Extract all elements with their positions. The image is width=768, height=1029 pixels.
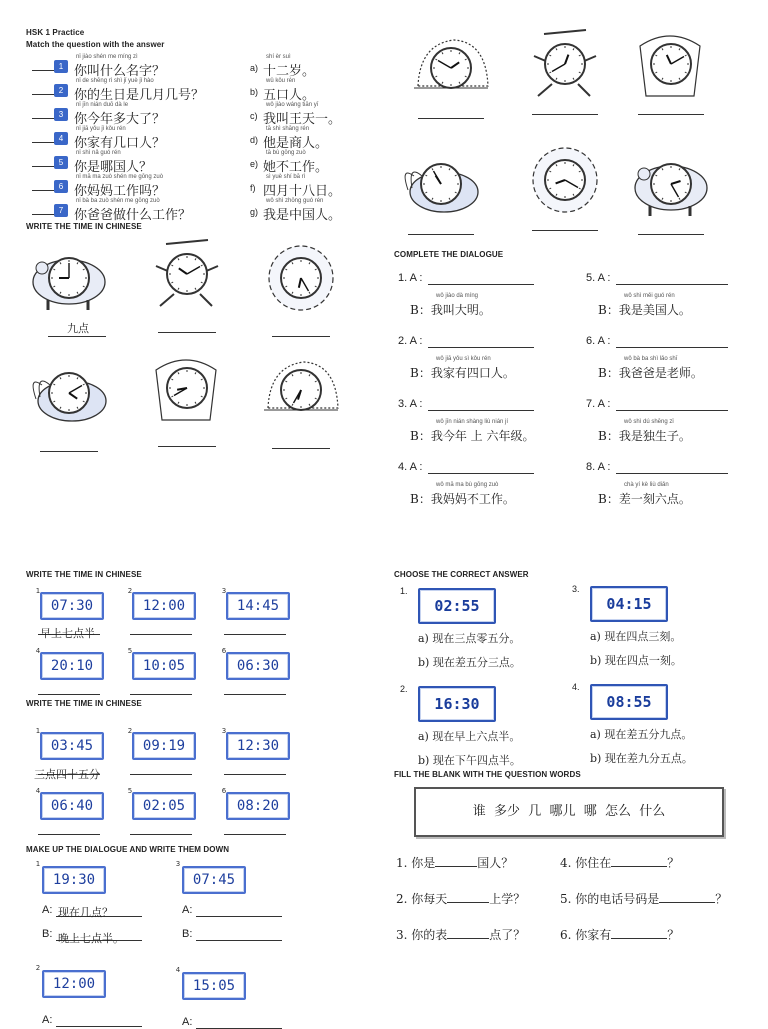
- fill-prefix: 5. 你的电话号码是: [560, 892, 660, 906]
- dialogue-a-label: 3. A :: [398, 398, 423, 410]
- question-number: 7: [54, 204, 68, 217]
- dialogue-b-text: B：我家有四口人。: [410, 366, 515, 380]
- write-answer-line[interactable]: [418, 118, 484, 119]
- analog-clock-illustration: [146, 236, 224, 308]
- write-answer-line[interactable]: [130, 634, 192, 635]
- clock-number-star: 5: [127, 647, 133, 655]
- match-header: Match the question with the answer: [26, 40, 165, 49]
- write-answer-line[interactable]: [272, 448, 330, 449]
- digital-clock: 06:30: [226, 652, 290, 680]
- question-text: 你家有几口人？: [74, 136, 166, 151]
- dialogue-a-blank[interactable]: [428, 347, 534, 348]
- write-answer-line[interactable]: [224, 694, 286, 695]
- fill-question: [396, 888, 525, 907]
- answer-text: 她不工作。: [263, 160, 329, 175]
- write-answer-line[interactable]: [130, 774, 192, 775]
- dialogue-a-blank[interactable]: [196, 916, 282, 917]
- digital-clock: 02:55: [418, 588, 496, 624]
- fill-suffix: ？: [667, 856, 680, 870]
- make-dialogue-header: MAKE UP THE DIALOGUE AND WRITE THEM DOWN: [26, 845, 230, 854]
- question-pinyin: nǐ jiā yǒu jǐ kǒu rén: [76, 126, 126, 132]
- question-text: 你爸爸做什么工作？: [74, 208, 192, 223]
- clock-number-star: 6: [221, 787, 227, 795]
- answer-pinyin: wǒ shì zhōng guó rén: [266, 198, 324, 204]
- write-answer-line[interactable]: [48, 336, 106, 337]
- answer-blank[interactable]: [32, 166, 54, 167]
- dialogue-a-label: A:: [42, 1014, 53, 1026]
- fill-prefix: 2. 你每天: [396, 892, 448, 906]
- answer-pinyin: shí èr suì: [266, 54, 291, 60]
- digital-clock: 12:00: [132, 592, 196, 620]
- fill-suffix: 国人？: [477, 856, 514, 870]
- dialogue-b-text: B：我是独生子。: [598, 429, 691, 443]
- example-b-text: 晚上七点半。: [58, 932, 124, 945]
- dialogue-b-pinyin: wǒ jīn nián shàng liù nián jí: [436, 419, 509, 425]
- digital-clock: 19:30: [42, 866, 106, 894]
- analog-clock-illustration: [400, 146, 478, 218]
- dialogue-a-label: 2. A :: [398, 335, 423, 347]
- write-time-header-3: WRITE THE TIME IN CHINESE: [26, 699, 142, 708]
- dialogue-b-pinyin: wǒ jiào dà míng: [436, 293, 479, 299]
- digital-answer-2: 三点四十五分: [34, 768, 100, 781]
- dialogue-a-label: 4. A :: [398, 461, 423, 473]
- write-answer-line[interactable]: [408, 234, 474, 235]
- write-time-header-2: WRITE THE TIME IN CHINESE: [26, 570, 142, 579]
- digital-answer-1: 早上七点半: [40, 627, 95, 640]
- question-text: 你是哪国人？: [74, 160, 153, 175]
- dialogue-a-blank[interactable]: [428, 473, 534, 474]
- clock-number-star: 1: [35, 587, 41, 595]
- answer-letter: d): [250, 135, 259, 145]
- fill-question: [396, 852, 513, 871]
- answer-blank[interactable]: [32, 142, 54, 143]
- digital-clock: 16:30: [418, 686, 496, 722]
- write-answer-line[interactable]: [224, 834, 286, 835]
- clock-number-star: 2: [127, 587, 133, 595]
- dialogue-a-label: A:: [42, 904, 53, 916]
- fill-prefix: 1. 你是: [396, 856, 436, 870]
- answer-text: 四月十八日。: [263, 184, 342, 199]
- answer-blank[interactable]: [32, 118, 54, 119]
- choice-number: 2.: [400, 684, 408, 694]
- answer-letter: f): [250, 183, 256, 193]
- clock-number-star: 1: [35, 727, 41, 735]
- digital-clock: 08:55: [590, 684, 668, 720]
- fill-question: [560, 888, 727, 907]
- analog-clock-illustration: [28, 355, 106, 427]
- question-number: 2: [54, 84, 68, 97]
- digital-clock: 12:00: [42, 970, 106, 998]
- analog-clock-illustration: [28, 240, 106, 312]
- digital-clock: 03:45: [40, 732, 104, 760]
- fill-suffix: 点了？: [489, 928, 526, 942]
- write-answer-line[interactable]: [532, 230, 598, 231]
- clock-number-star: 2: [35, 964, 41, 972]
- fill-blank[interactable]: [611, 926, 667, 939]
- fill-blank[interactable]: [659, 890, 715, 903]
- answer-letter: c): [250, 111, 258, 121]
- analog-clock-illustration: [524, 26, 602, 98]
- dialogue-b-text: B：我爸爸是老师。: [598, 366, 703, 380]
- question-text: 你今年多大了？: [74, 112, 166, 127]
- question-pinyin: nǐ bà ba zuò shén me gōng zuò: [76, 198, 160, 204]
- answer-blank[interactable]: [32, 190, 54, 191]
- dialogue-b-pinyin: wǒ mā ma bù gōng zuò: [436, 482, 499, 488]
- digital-clock: 12:30: [226, 732, 290, 760]
- write-answer-line[interactable]: [130, 694, 192, 695]
- dialogue-a-label: A:: [182, 1016, 193, 1028]
- dialogue-a-label: A:: [182, 904, 193, 916]
- answer-pinyin: wǒ jiào wáng tiān yī: [266, 102, 319, 108]
- question-pinyin: nǐ jiào shén me míng zì: [76, 54, 138, 60]
- complete-dialogue-header: COMPLETE THE DIALOGUE: [394, 250, 504, 259]
- answer-blank[interactable]: [32, 70, 54, 71]
- dialogue-a-label: 8. A :: [586, 461, 611, 473]
- fill-blank-header: FILL THE BLANK WITH THE QUESTION WORDS: [394, 770, 581, 779]
- clock-number-star: 4: [175, 966, 181, 974]
- analog-clock-illustration: [410, 30, 488, 102]
- fill-suffix: 上学？: [489, 892, 526, 906]
- dialogue-b-text: B：我今年 上 六年级。: [410, 429, 535, 443]
- dialogue-b-text: B：我妈妈不工作。: [410, 492, 515, 506]
- fill-question: [560, 852, 679, 871]
- answer-letter: b): [250, 87, 259, 97]
- digital-clock: 07:30: [40, 592, 104, 620]
- digital-clock: 04:15: [590, 586, 668, 622]
- fill-question: [560, 924, 679, 943]
- write-time-header-1: WRITE THE TIME IN CHINESE: [26, 222, 142, 231]
- clock-number-star: 6: [221, 647, 227, 655]
- dialogue-b-blank[interactable]: [196, 940, 282, 941]
- write-answer-line[interactable]: [130, 834, 192, 835]
- question-words: 谁 多少 几 哪儿 哪 怎么 什么: [472, 804, 666, 819]
- digital-clock: 10:05: [132, 652, 196, 680]
- fill-prefix: 6. 你家有: [560, 928, 612, 942]
- question-pinyin: nǐ shì nǎ guó rén: [76, 150, 121, 156]
- analog-clock-illustration: [260, 240, 338, 312]
- write-answer-line[interactable]: [158, 446, 216, 447]
- dialogue-b-text: B：差一刻六点。: [598, 492, 691, 506]
- question-pinyin: nǐ jīn nián duō dà le: [76, 102, 129, 108]
- dialogue-b-pinyin: wǒ shì dú shēng zǐ: [624, 419, 674, 425]
- choice-a: a) 现在差五分九点。: [590, 728, 693, 741]
- answer-text: 五口人。: [263, 88, 316, 103]
- dialogue-a-blank[interactable]: [56, 1026, 142, 1027]
- digital-clock: 15:05: [182, 972, 246, 1000]
- answer-text: 十二岁。: [263, 64, 316, 79]
- dialogue-a-label: 5. A :: [586, 272, 611, 284]
- dialogue-b-pinyin: wǒ jiā yǒu sì kǒu rén: [436, 356, 491, 362]
- analog-clock-illustration: [146, 350, 224, 422]
- question-pinyin: nǐ mā ma zuò shén me gōng zuò: [76, 174, 164, 180]
- choice-b: b) 现在差五分三点。: [418, 656, 521, 669]
- choice-number: 4.: [572, 682, 580, 692]
- digital-clock: 09:19: [132, 732, 196, 760]
- write-answer-line[interactable]: [38, 694, 100, 695]
- choice-b: b) 现在差九分五点。: [590, 752, 693, 765]
- fill-blank[interactable]: [435, 854, 477, 867]
- clock-number-star: 3: [221, 587, 227, 595]
- dialogue-a-blank[interactable]: [428, 284, 534, 285]
- dialogue-b-pinyin: chà yí kè liù diǎn: [624, 482, 669, 488]
- fill-question: [396, 924, 525, 943]
- fill-suffix: ？: [667, 928, 680, 942]
- digital-clock: 20:10: [40, 652, 104, 680]
- analog-answer-1: 九点: [67, 322, 89, 335]
- fill-blank[interactable]: [611, 854, 667, 867]
- answer-pinyin: tā shì shāng rén: [266, 126, 310, 132]
- clock-number-star: 3: [175, 860, 181, 868]
- question-pinyin: nǐ de shēng rì shì jǐ yuè jǐ hào: [76, 78, 154, 84]
- clock-number-star: 3: [221, 727, 227, 735]
- dialogue-a-blank[interactable]: [616, 284, 728, 285]
- dialogue-a-blank[interactable]: [616, 347, 728, 348]
- clock-number-star: 2: [127, 727, 133, 735]
- digital-clock: 08:20: [226, 792, 290, 820]
- answer-text: 我叫王天一。: [263, 112, 342, 127]
- write-answer-line[interactable]: [532, 114, 598, 115]
- answer-blank[interactable]: [32, 94, 54, 95]
- question-number: 1: [54, 60, 68, 73]
- dialogue-b-text: B：我是美国人。: [598, 303, 691, 317]
- analog-clock-illustration: [524, 142, 602, 214]
- dialogue-a-blank[interactable]: [428, 410, 534, 411]
- dialogue-a-label: 1. A :: [398, 272, 423, 284]
- write-answer-line[interactable]: [224, 634, 286, 635]
- question-number: 4: [54, 132, 68, 145]
- fill-prefix: 4. 你住在: [560, 856, 612, 870]
- clock-number-star: 5: [127, 787, 133, 795]
- dialogue-a-blank[interactable]: [616, 473, 728, 474]
- write-answer-line[interactable]: [158, 332, 216, 333]
- worksheet-title: HSK 1 Practice: [26, 28, 85, 37]
- answer-text: 他是商人。: [263, 136, 329, 151]
- answer-pinyin: sì yuè shí bā rì: [266, 174, 306, 180]
- fill-suffix: ？: [715, 892, 728, 906]
- analog-clock-illustration: [630, 146, 708, 218]
- write-answer-line[interactable]: [224, 774, 286, 775]
- example-a-text: 现在几点？: [58, 906, 113, 919]
- question-number: 6: [54, 180, 68, 193]
- answer-pinyin: tā bù gōng zuò: [266, 150, 306, 156]
- dialogue-b-pinyin: wǒ bà ba shì lǎo shī: [624, 356, 678, 362]
- choice-a: a) 现在四点三刻。: [590, 630, 682, 643]
- analog-clock-illustration: [260, 352, 338, 424]
- fill-blank[interactable]: [447, 926, 489, 939]
- answer-blank[interactable]: [32, 214, 54, 215]
- choice-number: 3.: [572, 584, 580, 594]
- choice-b: b) 现在四点一刻。: [590, 654, 682, 667]
- question-number: 5: [54, 156, 68, 169]
- dialogue-a-label: 7. A :: [586, 398, 611, 410]
- clock-number-star: 4: [35, 647, 41, 655]
- write-answer-line[interactable]: [38, 834, 100, 835]
- dialogue-a-label: 6. A :: [586, 335, 611, 347]
- clock-number-star: 4: [35, 787, 41, 795]
- analog-clock-illustration: [630, 26, 708, 98]
- choice-b: b) 现在下午四点半。: [418, 754, 521, 767]
- digital-clock: 14:45: [226, 592, 290, 620]
- answer-letter: g): [250, 207, 259, 217]
- dialogue-b-label: B:: [182, 928, 193, 940]
- question-number: 3: [54, 108, 68, 121]
- answer-text: 我是中国人。: [263, 208, 342, 223]
- dialogue-a-blank[interactable]: [616, 410, 728, 411]
- write-answer-line[interactable]: [40, 451, 98, 452]
- question-text: 你妈妈工作吗？: [74, 184, 166, 199]
- answer-letter: a): [250, 63, 259, 73]
- question-text: 你叫什么名字？: [74, 64, 166, 79]
- choice-a: a) 现在三点零五分。: [418, 632, 521, 645]
- dialogue-b-pinyin: wǒ shì měi guó rén: [624, 293, 675, 299]
- digital-clock: 02:05: [132, 792, 196, 820]
- fill-prefix: 3. 你的表: [396, 928, 448, 942]
- choice-a: a) 现在早上六点半。: [418, 730, 521, 743]
- digital-clock: 07:45: [182, 866, 246, 894]
- dialogue-b-label: B:: [42, 928, 53, 940]
- answer-pinyin: wǔ kǒu rén: [266, 78, 296, 84]
- write-answer-line[interactable]: [638, 234, 704, 235]
- write-answer-line[interactable]: [638, 114, 704, 115]
- question-text: 你的生日是几月几号？: [74, 88, 205, 103]
- question-words-box: [414, 787, 724, 837]
- choose-answer-header: CHOOSE THE CORRECT ANSWER: [394, 570, 529, 579]
- answer-letter: e): [250, 159, 259, 169]
- digital-clock: 06:40: [40, 792, 104, 820]
- write-answer-line[interactable]: [272, 336, 330, 337]
- clock-number-star: 1: [35, 860, 41, 868]
- dialogue-b-text: B：我叫大明。: [410, 303, 491, 317]
- choice-number: 1.: [400, 586, 408, 596]
- fill-blank[interactable]: [447, 890, 489, 903]
